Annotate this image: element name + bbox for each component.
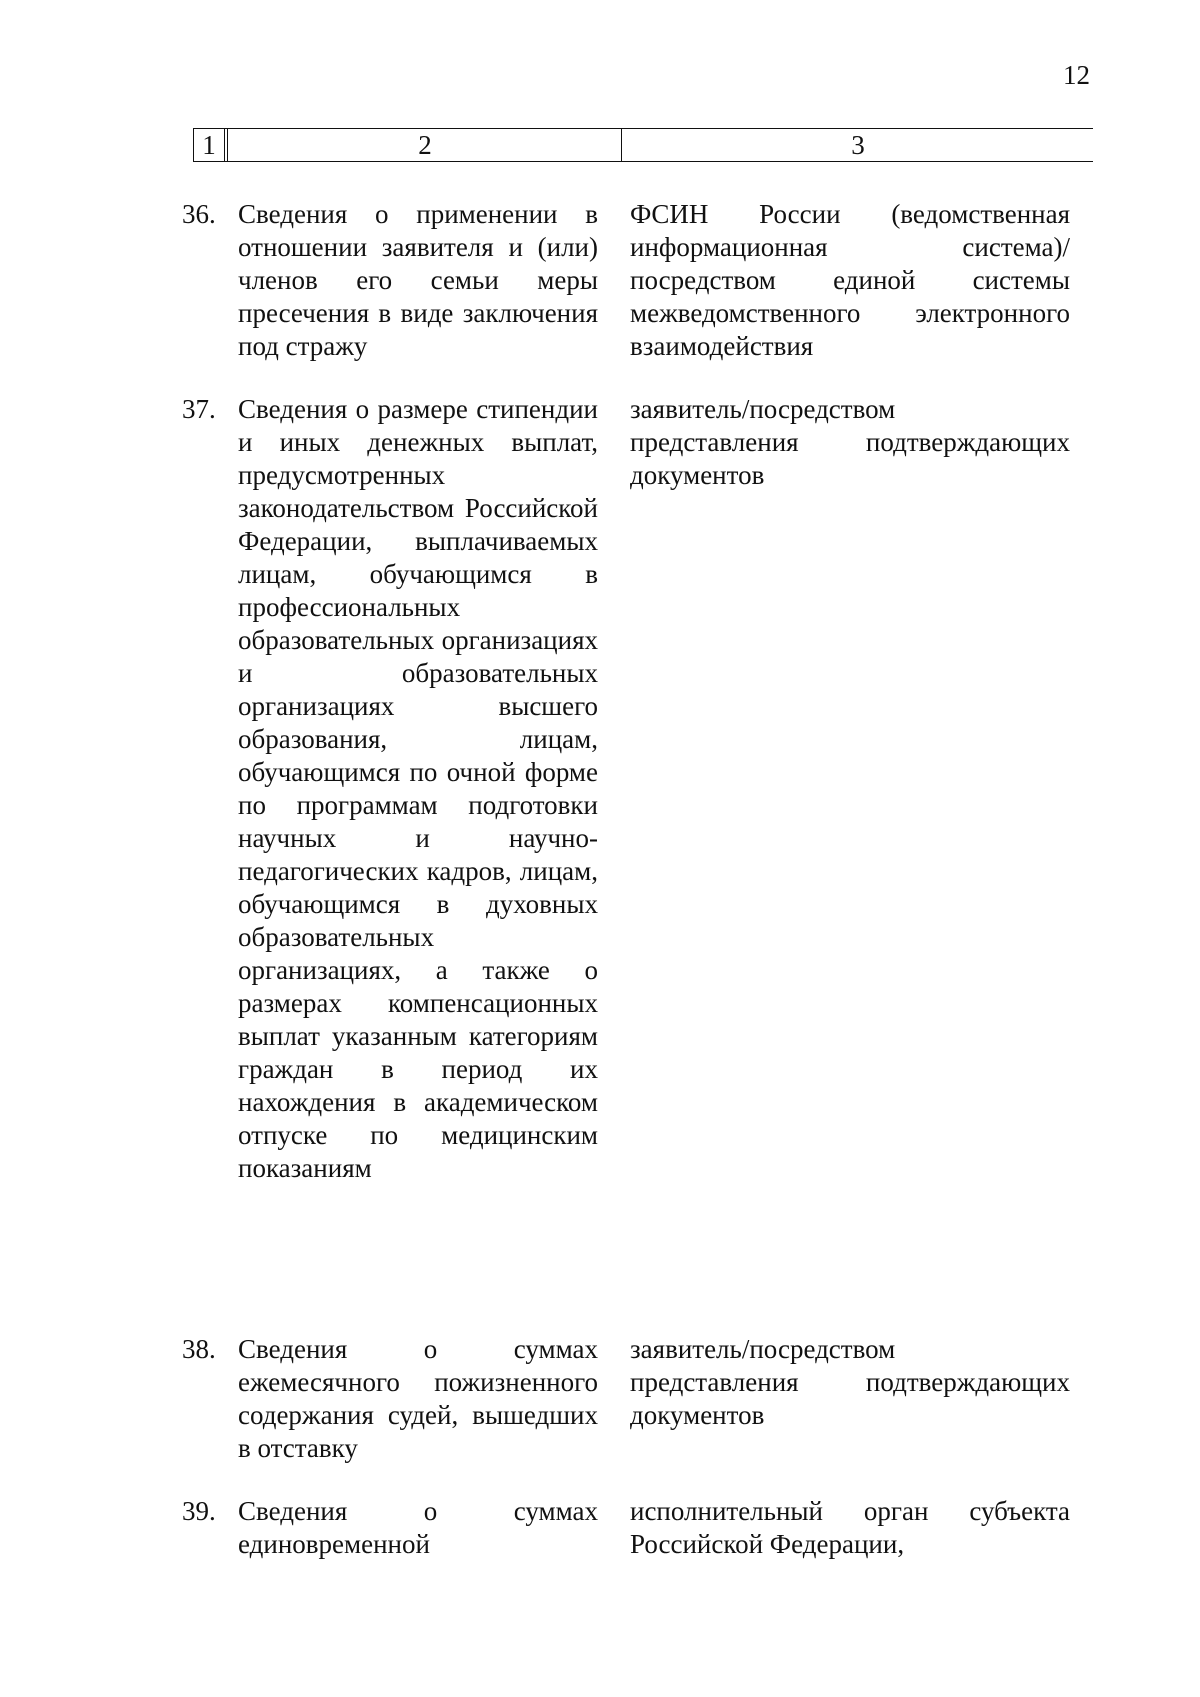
table-column-header	[193, 128, 1093, 162]
column-number-3: 3	[621, 129, 1094, 161]
column-number-2: 2	[227, 129, 622, 161]
page-number: 12	[1063, 60, 1090, 90]
row-number: 36.	[182, 199, 216, 229]
row-source: ФСИН России (ведомственная информационная система)/ посредством единой системы межведомственного электронного взаимодействия	[630, 199, 1070, 361]
row-description: Сведения о суммах ежемесячного пожизненного содержания судей, вышедших в отставку	[238, 1334, 598, 1463]
row-description: Сведения о применении в отношении заявителя и (или) членов его семьи меры пресечения в виде заключения под стражу	[238, 199, 598, 361]
row-source: исполнительный орган субъекта Российской Федерации,	[630, 1496, 1070, 1559]
column-number-1: 1	[193, 129, 225, 161]
row-number: 39.	[182, 1496, 216, 1526]
row-source: заявитель/посредством представления подтверждающих документов	[630, 1334, 1070, 1430]
row-number: 38.	[182, 1334, 216, 1364]
row-description: Сведения о суммах единовременной	[238, 1496, 598, 1559]
row-number: 37.	[182, 394, 216, 424]
row-description: Сведения о размере стипендии и иных денежных выплат, предусмотренных законодательством Российской Федерации, выплачиваемых лицам, обучающимся в профессиональных образовательных организациях и образовательных организациях высшего образования, лицам, обучающимся по очной форме по программам подготовки научных и научно-педагогических кадров, лицам, обучающимся в духовных образовательных организациях, а также о размерах компенсационных выплат указанным категориям граждан в период их нахождения в академическом отпуске по медицинским показаниям	[238, 394, 598, 1183]
row-source: заявитель/посредством представления подтверждающих документов	[630, 394, 1070, 490]
